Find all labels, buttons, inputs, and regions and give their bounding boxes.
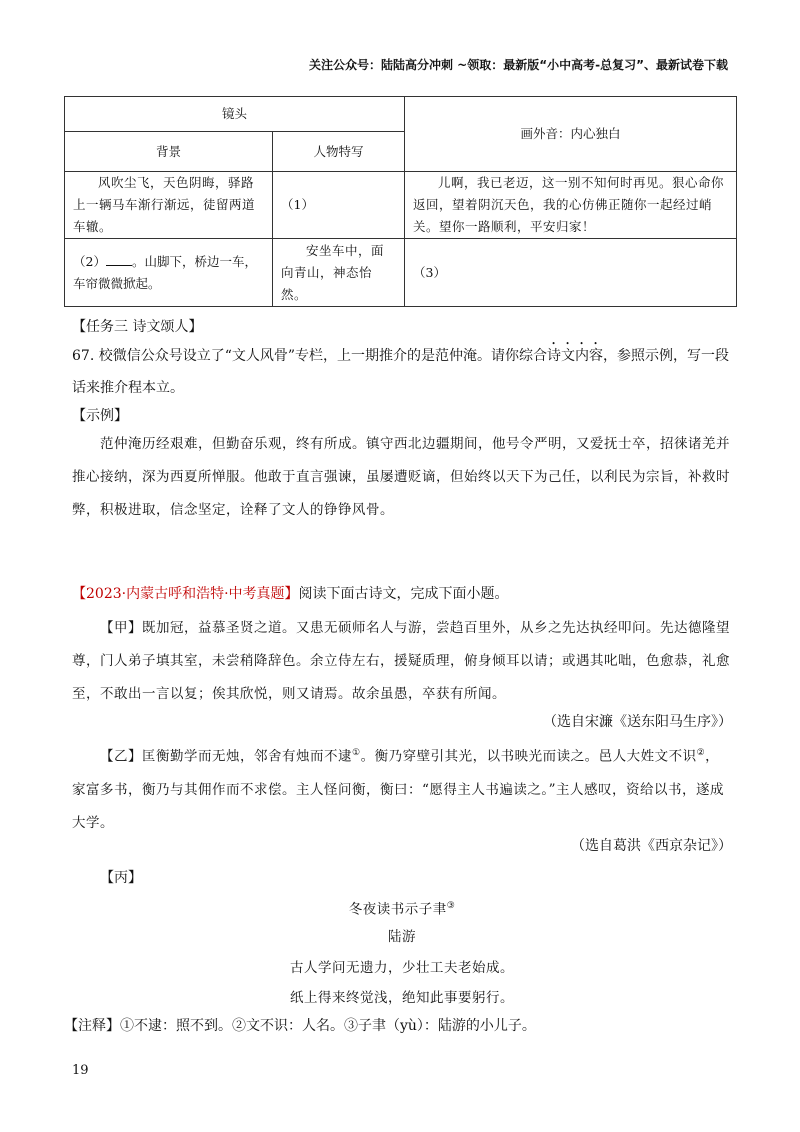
poem-author: 陆游: [388, 929, 416, 945]
table-cell-char-2: 安坐车中，面向青山，神态怡然。: [273, 239, 405, 307]
bg2-prefix: （2）: [73, 253, 106, 269]
q67-after: ，参照示例，写一段话来推介程本立。: [72, 348, 730, 396]
page-number: 19: [72, 1063, 89, 1078]
table-cell-bg-1: 风吹尘飞，天色阴晦，驿路上一辆马车渐行渐远，徒留两道车辙。: [65, 172, 273, 239]
poem-title: 冬夜读书示子聿: [348, 901, 447, 918]
passage-jia: 【甲】既加冠，益慕圣贤之道。又患无硕师名人与游，尝趋百里外，从乡之先达执经叩问。先达德隆望尊，门人弟子填其室，未尝稍降辞色。余立侍左右，援疑质理，俯身倾耳以请；或遇其叱咄，色愈恭，礼愈至，不敢出一言以复；俟其欣悦，则又请焉。故余虽愚，卒获有所闻。: [72, 620, 730, 702]
q67-before: 67. 校微信公众号设立了“文人风骨”专栏，上一期推介的是范仲淹。请你综合: [72, 348, 548, 364]
bing-label: 【丙】: [100, 870, 142, 886]
yi-part-3: ，家富多书，衡乃与其佣作而不求偿。主人怪问衡，衡曰：“愿得主人书遍读之。”主人感叹，资给以书，遂成大学。: [72, 748, 725, 831]
task3-heading: 【任务三 诗文颂人】: [72, 319, 203, 335]
jia-source: （选自宋濂《送东阳马生序》）: [543, 714, 732, 730]
table-header-character: 人物特写: [273, 132, 405, 172]
answer-blank: [106, 253, 132, 266]
bg2-suffix: 。山脚下，桥边一车，车帘微微掀起。: [73, 253, 257, 291]
passage-yi: [72, 737, 732, 840]
poem-title-line: [72, 892, 732, 925]
source-tag: 【2023·内蒙古呼和浩特·中考真题】: [72, 586, 299, 602]
yi-part-2: 。衡乃穿壁引其光，以书映光而读之。邑人大姓文不识: [360, 748, 697, 765]
yi-source: （选自葛洪《西京杂记》）: [571, 838, 732, 854]
table-cell-voice-1: 儿啊，我已老迈，这一别不知何时再见。狠心命你返回，望着阴沉天色，我的心仿佛正随你一起经过峭关。望你一路顺利，平安归家！: [405, 172, 737, 239]
table-header-background: 背景: [65, 132, 273, 172]
source-line: [72, 580, 732, 609]
yi-note-2: ②: [696, 748, 706, 758]
table-cell-bg-2: [65, 239, 273, 307]
table-cell-char-1: （1）: [273, 172, 405, 239]
yi-note-1: ①: [352, 748, 361, 758]
table-header-lens: 镜头: [65, 97, 405, 132]
lens-table: [64, 96, 737, 307]
example-text: 范仲淹历经艰难，但勤奋乐观，终有所成。镇守西北边疆期间，他号令严明，又爱抚士卒，招徕诸羌并推心接纳，深为西夏所惮服。他敢于直言强谏，虽屡遭贬谪，但始终以天下为己任，以利民为宗旨，补救时弊，积极进取，信念坚定，诠释了文人的铮铮风骨。: [72, 436, 730, 518]
table-cell-voice-2: （3）: [405, 239, 737, 307]
footnotes: 【注释】①不逮：照不到。②文不识：人名。③子聿（yù）：陆游的小儿子。: [64, 1018, 536, 1034]
question-67: [72, 340, 732, 404]
page-header: 关注公众号：陆陆高分冲刺 ~领取：最新版“小中高考-总复习”、最新试卷下载: [309, 58, 728, 72]
yi-part-1: 【乙】匡衡勤学而无烛，邻舍有烛而不逮: [100, 748, 352, 765]
poem-line-1: 古人学问无遗力，少壮工夫老始成。: [290, 960, 514, 976]
poem-note: ③: [446, 901, 456, 911]
source-intro: 阅读下面古诗文，完成下面小题。: [298, 586, 509, 602]
q67-dotted: 诗文内容: [547, 348, 604, 364]
table-header-voiceover: 画外音：内心独白: [405, 97, 737, 172]
example-label: 【示例】: [72, 408, 128, 424]
poem-line-2: 纸上得来终觉浅，绝知此事要躬行。: [290, 990, 514, 1006]
